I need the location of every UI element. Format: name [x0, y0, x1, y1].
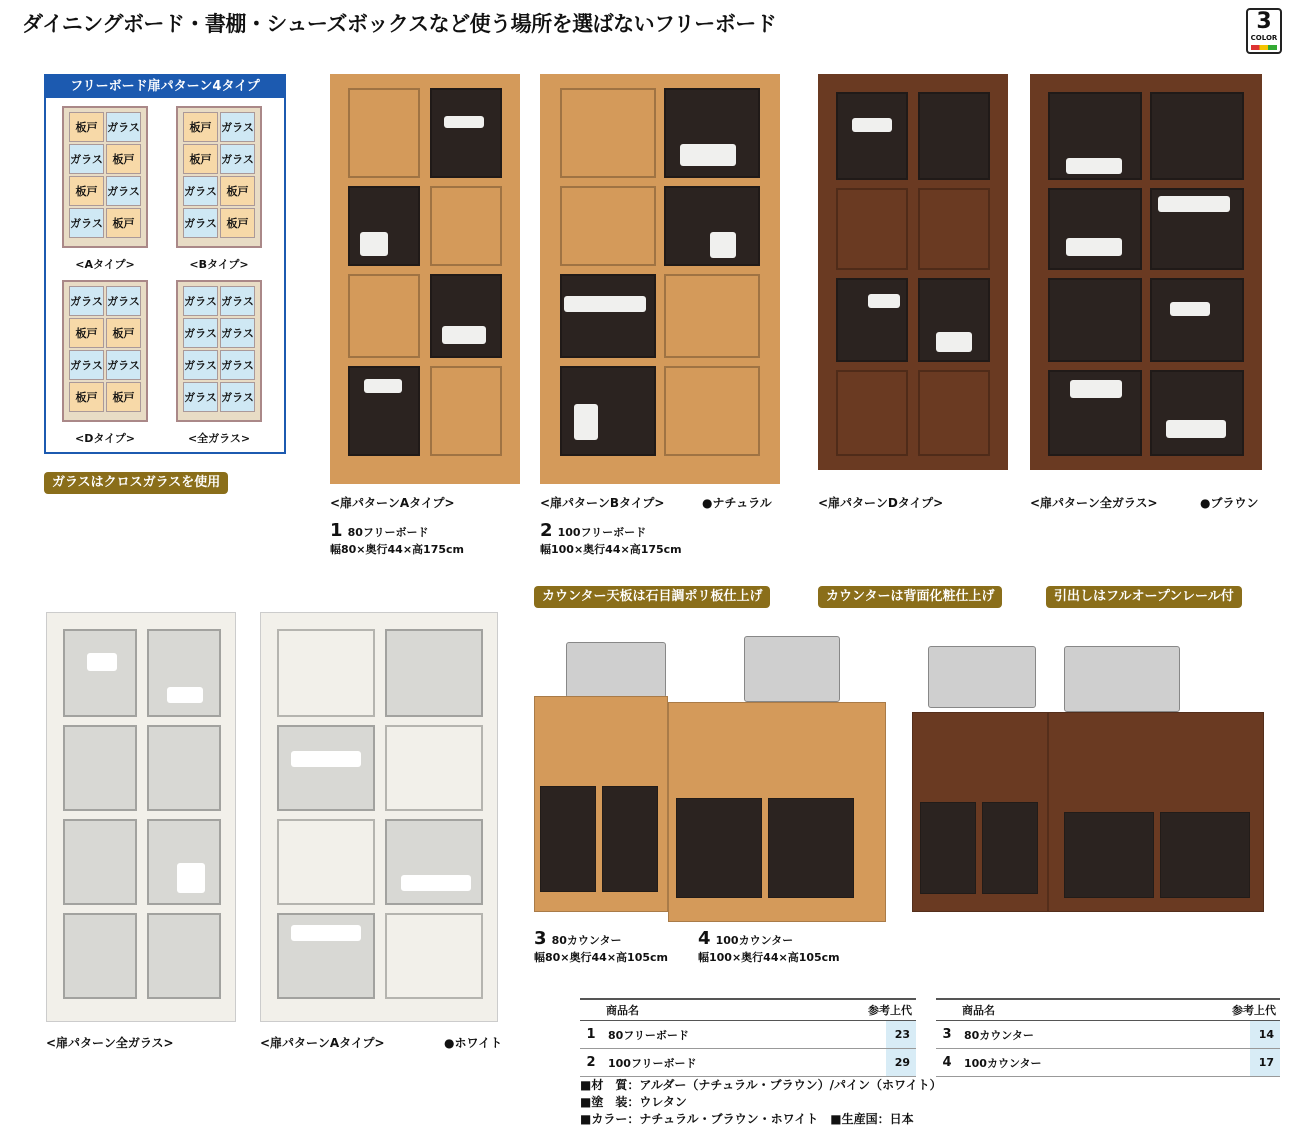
counter-brown-group	[912, 642, 1264, 912]
door-pattern-cell: ガラス	[106, 286, 141, 316]
counter-natural-group	[534, 636, 886, 922]
feature-pill-1: カウンター天板は石目調ポリ板仕上げ	[534, 586, 770, 608]
cabinet-white-a-type	[260, 612, 498, 1022]
product-name: 100フリーボード	[557, 526, 647, 539]
color-label: COLOR	[1250, 34, 1278, 42]
color-count-badge	[1246, 8, 1282, 54]
spec-finish: ■塗 装：ウレタン	[580, 1095, 687, 1109]
feature-pill-3: 引出しはフルオープンレール付	[1046, 586, 1242, 608]
door-pattern-cell: ガラス	[106, 112, 141, 142]
cabinet-brown-d-type	[818, 74, 1008, 470]
price-table-left	[580, 998, 916, 1077]
microwave-icon	[928, 646, 1036, 708]
table-row: 4 100カウンター 17	[936, 1049, 1280, 1077]
door-pattern-diagram	[176, 280, 262, 422]
spec-material: ■材 質：アルダー（ナチュラル・ブラウン）/パイン（ホワイト）	[580, 1078, 942, 1092]
price-table-right	[936, 998, 1280, 1077]
product-2	[540, 520, 682, 557]
door-pattern-diagram	[176, 106, 262, 248]
cabinet-natural-b-type	[540, 74, 780, 484]
door-pattern-diagram	[62, 280, 148, 422]
door-pattern-cell: ガラス	[69, 208, 104, 238]
door-pattern-cell: ガラス	[220, 350, 255, 380]
door-pattern-panel	[44, 74, 286, 454]
col-product-name: 商品名	[958, 999, 1192, 1021]
door-pattern-cell: 板戸	[69, 112, 104, 142]
door-pattern-cell: ガラス	[69, 144, 104, 174]
door-pattern-cell: ガラス	[69, 350, 104, 380]
oven-icon	[744, 636, 840, 702]
product-dimensions: 幅100×奥行44×高175cm	[540, 543, 682, 556]
caption-all-glass: <扉パターン全ガラス>	[1030, 496, 1158, 510]
door-pattern-cell: ガラス	[220, 144, 255, 174]
product-dimensions: 幅100×奥行44×高105cm	[698, 951, 840, 964]
door-pattern-cell: 板戸	[220, 208, 255, 238]
door-pattern-cell: 板戸	[69, 382, 104, 412]
door-pattern-cell: 板戸	[220, 176, 255, 206]
oven-icon	[1064, 646, 1180, 712]
product-3	[534, 928, 668, 965]
product-dimensions: 幅80×奥行44×高175cm	[330, 543, 464, 556]
product-number: 2	[540, 520, 553, 541]
product-1	[330, 520, 464, 557]
spec-color-origin: ■カラー：ナチュラル・ブラウン・ホワイト ■生産国：日本	[580, 1112, 914, 1126]
product-number: 4	[698, 928, 711, 949]
door-pattern-cell: 板戸	[69, 318, 104, 348]
door-pattern-cell: ガラス	[220, 286, 255, 316]
door-pattern-cell: ガラス	[106, 176, 141, 206]
door-pattern-cell: ガラス	[220, 382, 255, 412]
door-pattern-cell: ガラス	[220, 112, 255, 142]
caption-brown: ●ブラウン	[1200, 496, 1259, 510]
caption-b-type: <扉パターンBタイプ>	[540, 496, 665, 510]
glass-note: ガラスはクロスガラスを使用	[44, 472, 228, 494]
col-product-name: 商品名	[602, 999, 835, 1021]
door-pattern-cell: ガラス	[183, 208, 218, 238]
door-pattern-cell: ガラス	[183, 176, 218, 206]
door-pattern-cell: 板戸	[106, 318, 141, 348]
table-row: 3 80カウンター 14	[936, 1021, 1280, 1049]
page-headline: ダイニングボード・書棚・シューズボックスなど使う場所を選ばないフリーボード	[22, 12, 777, 36]
door-pattern-cell: ガラス	[183, 350, 218, 380]
door-pattern-caption: <Bタイプ>	[189, 258, 249, 271]
cabinet-natural-a-type	[330, 74, 520, 484]
color-bar	[1251, 45, 1277, 50]
cabinet-white-all-glass	[46, 612, 236, 1022]
product-number: 3	[534, 928, 547, 949]
product-number: 1	[330, 520, 343, 541]
product-name: 80フリーボード	[347, 526, 429, 539]
caption-d-type: <扉パターンDタイプ>	[818, 496, 944, 510]
door-pattern-title: フリーボード扉パターン4タイプ	[46, 76, 284, 98]
door-pattern-cell: 板戸	[106, 382, 141, 412]
door-pattern-cell: ガラス	[183, 286, 218, 316]
color-count: 3	[1256, 9, 1272, 34]
door-pattern-cell: ガラス	[220, 318, 255, 348]
product-dimensions: 幅80×奥行44×高105cm	[534, 951, 668, 964]
caption-white: ●ホワイト	[444, 1036, 503, 1050]
door-pattern-cell: 板戸	[183, 112, 218, 142]
col-reference-price: 参考上代	[835, 999, 916, 1021]
door-pattern-cell: 板戸	[106, 144, 141, 174]
door-pattern-caption: <全ガラス>	[187, 432, 251, 445]
door-pattern-caption: <Aタイプ>	[75, 258, 135, 271]
door-pattern-caption: <Dタイプ>	[74, 432, 135, 445]
door-pattern-cell: 板戸	[69, 176, 104, 206]
caption-a-type: <扉パターンAタイプ>	[330, 496, 455, 510]
door-pattern-cell: 板戸	[106, 208, 141, 238]
door-pattern-cell: ガラス	[106, 350, 141, 380]
door-pattern-cell: ガラス	[183, 382, 218, 412]
door-pattern-cell: 板戸	[183, 144, 218, 174]
product-name: 80カウンター	[551, 934, 622, 947]
cabinet-brown-all-glass	[1030, 74, 1262, 470]
caption-natural: ●ナチュラル	[702, 496, 772, 510]
caption-white-all-glass: <扉パターン全ガラス>	[46, 1036, 174, 1050]
door-pattern-cell: ガラス	[69, 286, 104, 316]
product-name: 100カウンター	[715, 934, 794, 947]
product-4	[698, 928, 840, 965]
door-pattern-cell: ガラス	[183, 318, 218, 348]
microwave-icon	[566, 642, 666, 698]
caption-white-a-type: <扉パターンAタイプ>	[260, 1036, 385, 1050]
feature-pill-2: カウンターは背面化粧仕上げ	[818, 586, 1002, 608]
door-pattern-diagram	[62, 106, 148, 248]
table-row: 2 100フリーボード 29	[580, 1049, 916, 1077]
col-reference-price: 参考上代	[1192, 999, 1280, 1021]
table-row: 1 80フリーボード 23	[580, 1021, 916, 1049]
